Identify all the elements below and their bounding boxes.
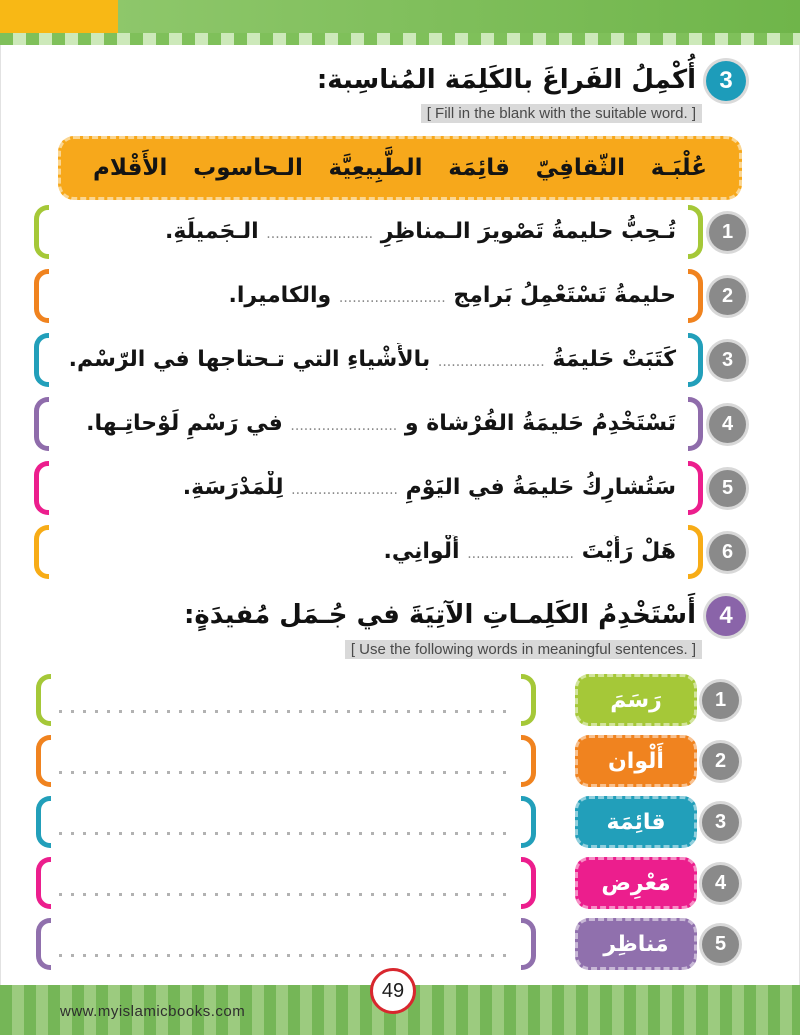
sentence-after-blank: لِلْمَدْرَسَةِ. [182,474,284,500]
exercise3-title-arabic: أُكْمِلُ الفَراغَ بالكَلِمَة المُناسِبة: [316,65,696,96]
word-card: مَناظِر [575,918,697,970]
sentence-bracket-left [34,269,49,323]
writing-bracket-left [36,674,51,726]
sentence-row-5 [34,459,746,517]
sentence-bracket-right [688,461,703,515]
sentence-before-blank: سَتُشارِكُ حَليمَةُ في اليَوْمِ [405,474,676,500]
exercise3-title-english [421,105,702,122]
sentence-row-4 [34,395,746,453]
writing-row-2 [36,735,536,787]
sentence-number-badge: 2 [709,278,746,315]
word-bank-word: الأَقْلام [93,154,168,181]
sentence-text [55,407,682,441]
writing-bracket-right [521,735,536,787]
card-number-slot [702,857,739,909]
card-number-slot [702,918,739,970]
fill-blank: ........................ [290,417,398,434]
exercise4-number-badge: 4 [706,596,746,636]
exercise4-header [40,593,746,639]
exercise4-card-numbers [702,674,739,970]
sentence-text [55,215,682,249]
writing-row-4 [36,857,536,909]
sentence-text [55,471,682,505]
sentence-bracket-left [34,397,49,451]
word-bank-word: عُلْبَـة [650,154,707,181]
sentence-bracket-left [34,461,49,515]
sentence-after-blank: الـجَميلَةِ. [165,218,259,244]
exercise3-title-english-text: [ Fill in the blank with the suitable word. ] [421,104,702,123]
writing-bracket-left [36,735,51,787]
sentence-before-blank: هَلْ رَأَيْتَ [581,538,676,564]
sentence-bracket-right [688,205,703,259]
fill-blank: ........................ [467,545,575,562]
card-number-badge: 5 [702,926,739,963]
sentence-number-badge: 3 [709,342,746,379]
sentence-row-3 [34,331,746,389]
fill-blank: ........................ [437,353,545,370]
word-card: أَلْوان [575,735,697,787]
sentence-bracket-left [34,525,49,579]
sentence-before-blank: كَتَبَتْ حَليمَةُ [552,346,676,372]
sentence-number-badge: 4 [709,406,746,443]
card-number-badge: 2 [702,743,739,780]
page-number-badge: 49 [370,968,416,1014]
exercise4-title-english-text: [ Use the following words in meaningful sentences. ] [345,640,702,659]
word-bank-word: الثّقافِيّ [535,154,626,181]
top-border-green-bar [0,0,800,33]
writing-dotted-line [59,771,513,774]
word-bank-word: الطَّبِيعِيَّة [328,154,423,181]
word-bank-word: الـحاسوب [193,154,303,181]
sentence-before-blank: تُـحِبُّ حليمةُ تَصْويرَ الـمناظِرِ [380,218,676,244]
writing-bracket-left [36,918,51,970]
top-border-yellow-block [0,0,118,33]
writing-bracket-right [521,857,536,909]
top-border [0,0,800,45]
sentence-bracket-right [688,525,703,579]
writing-row-5 [36,918,536,970]
writing-bracket-left [36,796,51,848]
writing-dotted-line [59,954,513,957]
card-number-badge: 3 [702,804,739,841]
exercise4-writing-lines [36,674,536,970]
word-card: رَسَمَ [575,674,697,726]
card-number-badge: 1 [702,682,739,719]
exercise4-word-cards [575,674,697,970]
card-number-slot [702,796,739,848]
sentence-after-blank: في رَسْمِ لَوْحاتِـها. [86,410,283,436]
top-border-checker-strip [0,33,800,45]
fill-blank: ........................ [266,225,374,242]
card-number-badge: 4 [702,865,739,902]
exercise3-header [40,58,746,104]
sentence-bracket-right [688,397,703,451]
website-url: www.myislamicbooks.com [60,1003,246,1020]
writing-bracket-right [521,674,536,726]
word-card: قائِمَة [575,796,697,848]
sentence-bracket-left [34,333,49,387]
card-number-slot [702,735,739,787]
sentence-row-6 [34,523,746,581]
sentence-text [55,343,682,377]
exercise3-number-badge: 3 [706,61,746,101]
sentence-number-badge: 5 [709,470,746,507]
writing-row-1 [36,674,536,726]
writing-dotted-line [59,893,513,896]
writing-bracket-right [521,796,536,848]
exercise3-sentences [34,203,746,581]
sentence-after-blank: بالأَشْياءِ التي تـحتاجها في الرّسْم. [68,346,431,372]
sentence-before-blank: حليمةُ تَسْتَعْمِلُ بَرامِج [453,282,676,308]
word-card: مَعْرِض [575,857,697,909]
sentence-before-blank: تَسْتَخْدِمُ حَليمَةُ الفُرْشاة و [404,410,676,436]
word-bank [58,136,742,200]
sentence-row-2 [34,267,746,325]
sentence-row-1 [34,203,746,261]
sentence-bracket-right [688,333,703,387]
sentence-number-badge: 6 [709,534,746,571]
exercise4-title-arabic: أَسْتَخْدِمُ الكَلِمـاتِ الآتِيَةَ في جُـمَل مُفيدَةٍ: [184,600,696,631]
card-number-slot [702,674,739,726]
fill-blank: ........................ [338,289,446,306]
sentence-after-blank: أَلْوانِي. [383,538,460,564]
writing-row-3 [36,796,536,848]
exercise4-title-english [345,641,702,658]
writing-bracket-right [521,918,536,970]
writing-dotted-line [59,832,513,835]
fill-blank: ........................ [291,481,398,498]
sentence-text [55,535,682,569]
sentence-bracket-right [688,269,703,323]
word-bank-word: قائِمَة [448,154,510,181]
sentence-bracket-left [34,205,49,259]
writing-bracket-left [36,857,51,909]
sentence-after-blank: والكاميرا. [228,282,332,308]
sentence-number-badge: 1 [709,214,746,251]
sentence-text [55,279,682,313]
writing-dotted-line [59,710,513,713]
